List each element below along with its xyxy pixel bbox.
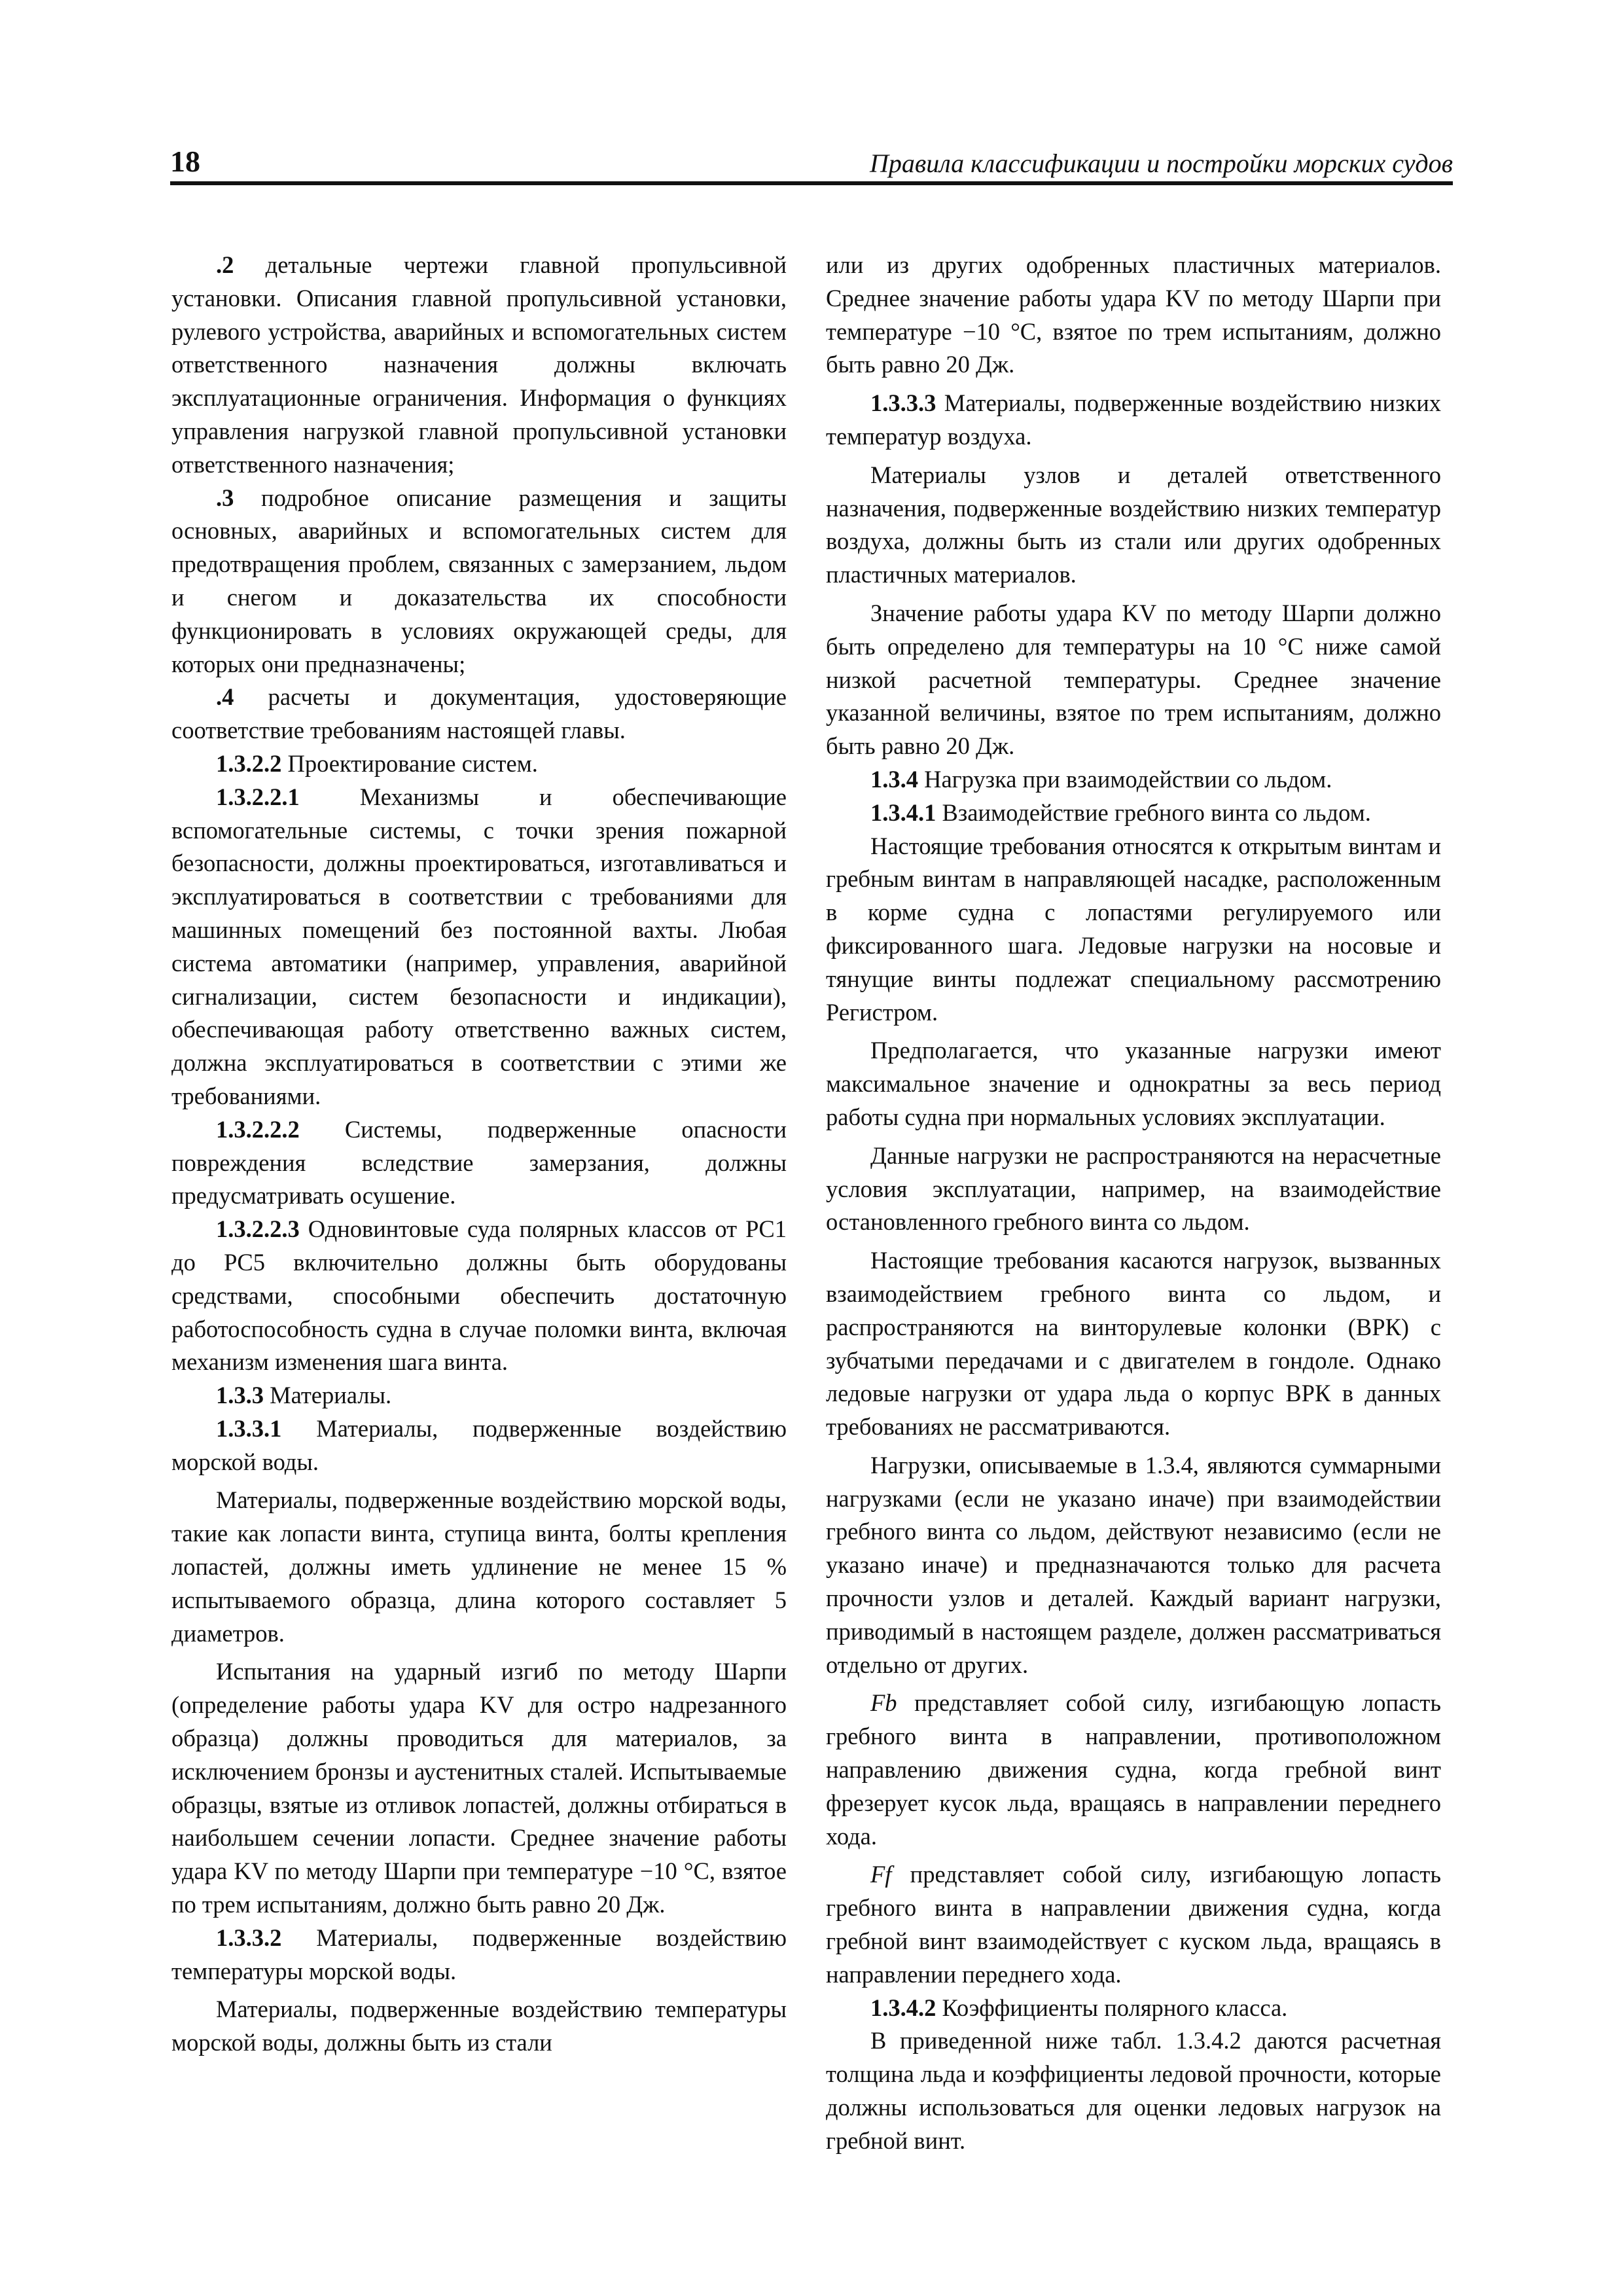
paragraph: 1.3.2.2.3 Одновинтовые суда полярных классов от PC1 до PC5 включительно должны быть оборудованы средствами, способными обеспечить достаточную работоспособность судна в случае поломки винта, включая механизм изменения шага винта. [171, 1215, 787, 1376]
paragraph: Настоящие требования относятся к открытым винтам и гребным винтам в направляющей насадке, расположенным в корме судна с лопастями регулируемого или фиксированного шага. Ледовые нагрузки на носовые и тянущие винты подлежат специальному рассмотрению Регистром. [826, 832, 1441, 1026]
paragraph: .4 расчеты и документация, удостоверяющие соответствие требованиям настоящей главы. [171, 683, 787, 744]
section-heading: 1.3.3.3 Материалы, подверженные воздействию низких температур воздуха. [826, 389, 1441, 450]
section-heading: 1.3.4.1 Взаимодействие гребного винта со льдом. [870, 798, 1371, 826]
paragraph: Предполагается, что указанные нагрузки имеют максимальное значение и однократны за весь период работы судна при нормальных условиях эксплуатации. [826, 1037, 1441, 1130]
section-heading: 1.3.4 Нагрузка при взаимодействии со льдом. [870, 765, 1332, 793]
paragraph: 1.3.2.2.1 Механизмы и обеспечивающие вспомогательные системы, с точки зрения пожарной безопасности, должны проектироваться, изготавливаться и эксплуатироваться в соответствии с требованиями для машинных помещений без постоянной вахты. Любая система автоматики (например, управления, аварийной сигнализации, систем безопасности и индикации), обеспечивающая работу ответственно важных систем, должна эксплуатироваться в соответствии с этими же требованиями. [171, 783, 787, 1109]
section-heading: 1.3.3.1 Материалы, подверженные воздействию морской воды. [171, 1414, 787, 1475]
running-title: Правила классификации и постройки морских судов [869, 149, 1453, 178]
paragraph: Испытания на ударный изгиб по методу Шарпи (определение работы удара KV для остро надрезанного образца) должны проводиться для материалов, за исключением бронзы и аустенитных сталей. Испытываемые образцы, взятые из отливок лопастей, должны отбираться в наибольшем сечении лопасти. Среднее значение работы удара KV по методу Шарпи при температуре −10 °С, взятое по трем испытаниям, должно быть равно 20 Дж. [171, 1658, 787, 1918]
paragraph: Материалы, подверженные воздействию морской воды, такие как лопасти винта, ступица винта, болты крепления лопастей, должны иметь удлинение не менее 15 % испытываемого образца, длина которого составляет 5 диаметров. [171, 1486, 787, 1647]
paragraph: Данные нагрузки не распространяются на нерасчетные условия эксплуатации, например, на взаимодействие остановленного гребного винта со льдом. [826, 1141, 1441, 1236]
paragraph: или из других одобренных пластичных материалов. Среднее значение работы удара KV по методу Шарпи при температуре −10 °С, взятое по трем испытаниям, должно быть равно 20 Дж. [826, 251, 1441, 378]
paragraph: 1.3.2.2.2 Системы, подверженные опасности повреждения вследствие замерзания, должны предусматривать осушение. [171, 1115, 787, 1210]
paragraph: Материалы, подверженные воздействию температуры морской воды, должны быть из стали [171, 1996, 787, 2056]
section-heading: 1.3.3.2 Материалы, подверженные воздействию температуры морской воды. [171, 1924, 787, 1984]
left-column [171, 249, 787, 2060]
paragraph-fb: Fb представляет собой силу, изгибающую лопасть гребного винта в направлении, противоположном направлению движения судна, когда гребной винт фрезерует кусок льда, вращаясь в направлении переднего хода. [826, 1689, 1441, 1850]
paragraph: .3 подробное описание размещения и защиты основных, аварийных и вспомогательных систем для предотвращения проблем, связанных с замерзанием, льдом и снегом и доказательства их способности функционировать в условиях окружающей среды, для которых они предназначены; [171, 484, 787, 677]
page-number: 18 [170, 145, 200, 178]
symbol-fb: Fb [870, 1689, 897, 1717]
right-column [826, 249, 1441, 2158]
paragraph: Значение работы удара KV по методу Шарпи должно быть определено для температуры на 10 °С ниже самой низкой расчетной температуры. Среднее значение указанной величины, взятое по трем испытаниям, должно быть равно 20 Дж. [826, 599, 1441, 760]
paragraph: В приведенной ниже табл. 1.3.4.2 даются расчетная толщина льда и коэффициенты ледовой прочности, которые должны использоваться для оценки ледовых нагрузок на гребной винт. [826, 2027, 1441, 2154]
symbol-ff: Ff [870, 1861, 892, 1888]
paragraph: Материалы узлов и деталей ответственного назначения, подверженные воздействию низких температур воздуха, должны быть из стали или других одобренных пластичных материалов. [826, 461, 1441, 588]
section-heading: 1.3.2.2 Проектирование систем. [216, 749, 538, 777]
page-header [170, 141, 1453, 185]
paragraph: Настоящие требования касаются нагрузок, вызванных взаимодействием гребного винта со льдом, и распространяются на винторулевые колонки (ВРК) с зубчатыми передачами и с двигателем в гондоле. Однако ледовые нагрузки от удара льда о корпус ВРК в данных требованиях не рассматриваются. [826, 1247, 1441, 1441]
section-heading: 1.3.4.2 Коэффициенты полярного класса. [870, 1994, 1288, 2021]
section-heading: 1.3.3 Материалы. [216, 1382, 392, 1409]
paragraph: .2 детальные чертежи главной пропульсивной установки. Описания главной пропульсивной установки, рулевого устройства, аварийных и вспомогательных систем ответственного назначения должны включать эксплуатационные ограничения. Информация о функциях управления нагрузкой главной пропульсивной установки ответственного назначения; [171, 251, 787, 478]
paragraph: Нагрузки, описываемые в 1.3.4, являются суммарными нагрузками (если не указано иначе) при взаимодействии гребного винта со льдом, действуют независимо (если не указано иначе) и предназначаются только для расчета прочности узлов и деталей. Каждый вариант нагрузки, приводимый в настоящем разделе, должен рассматриваться отдельно от других. [826, 1451, 1441, 1678]
paragraph-ff: Ff представляет собой силу, изгибающую лопасть гребного винта в направлении движения судна, когда гребной винт взаимодействует с куском льда, вращаясь в направлении переднего хода. [826, 1861, 1441, 1988]
